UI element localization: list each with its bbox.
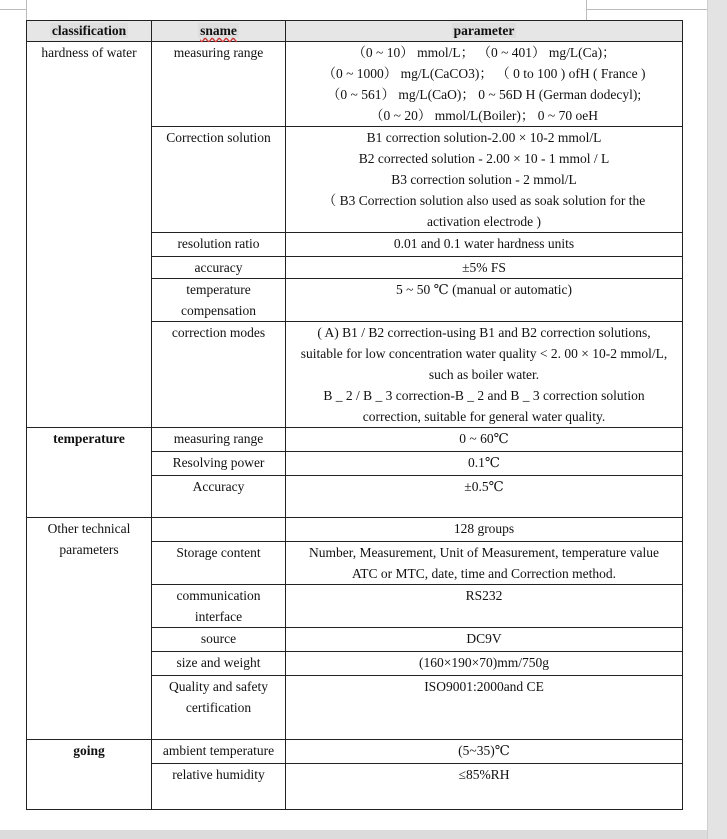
group-going: going (27, 740, 152, 810)
margin-guide-right (586, 0, 587, 20)
row-label: temperature compensation (152, 279, 286, 322)
row-label: measuring range (152, 42, 286, 127)
table-row (27, 740, 683, 764)
row-value: 0.1℃ (286, 452, 683, 476)
margin-guide-top-right (586, 9, 707, 10)
row-label: Quality and safety certification (152, 676, 286, 740)
row-value: (5~35)℃ (286, 740, 683, 764)
header-row (27, 21, 683, 42)
row-value: RS232 (286, 585, 683, 628)
row-label: Correction solution (152, 127, 286, 233)
header-parameter: parameter (286, 21, 683, 42)
row-value: ( A) B1 / B2 correction-using B1 and B2 correction solutions, suitable for low concentration water quality < 2. 00 × 10-2 mmol/L, such as boiler water. B _ 2 / B _ 3 correction-B _ 2 and B _ 3 correction solution correction, suitable for general water quality. (286, 322, 683, 428)
table-row (27, 518, 683, 542)
row-label: Storage content (152, 542, 286, 585)
group-temperature: temperature (27, 428, 152, 518)
row-label: communication interface (152, 585, 286, 628)
table-row (27, 42, 683, 127)
row-label: measuring range (152, 428, 286, 452)
row-value: Number, Measurement, Unit of Measurement, temperature value ATC or MTC, date, time and Correction method. (286, 542, 683, 585)
row-value: 5 ~ 50 ℃ (manual or automatic) (286, 279, 683, 322)
margin-guide-top-left (0, 9, 26, 10)
row-value: B1 correction solution-2.00 × 10-2 mmol/L B2 corrected solution - 2.00 × 10 - 1 mmol / L B3 correction solution - 2 mmol/L （ B3 Correction solution also used as soak solution for the activation electrode ) (286, 127, 683, 233)
row-label (152, 518, 286, 542)
row-label: size and weight (152, 652, 286, 676)
window-scrollbar-area[interactable] (707, 0, 727, 839)
row-value: ±0.5℃ (286, 476, 683, 518)
row-label: ambient temperature (152, 740, 286, 764)
row-label: resolution ratio (152, 233, 286, 257)
row-value: 0 ~ 60℃ (286, 428, 683, 452)
row-value: DC9V (286, 628, 683, 652)
group-hardness-of-water: hardness of water (27, 42, 152, 428)
row-value: 128 groups (286, 518, 683, 542)
row-value: ISO9001:2000and CE (286, 676, 683, 740)
spec-table (26, 20, 683, 810)
row-value: ±5% FS (286, 257, 683, 279)
row-value: 0.01 and 0.1 water hardness units (286, 233, 683, 257)
table-row (27, 428, 683, 452)
row-value: ≤85%RH (286, 764, 683, 810)
row-value: (160×190×70)mm/750g (286, 652, 683, 676)
row-label: correction modes (152, 322, 286, 428)
row-value: （0 ~ 10） mmol/L； （0 ~ 401） mg/L(Ca)； （0 ~ 1000） mg/L(CaCO3)； （ 0 to 100 ) ofH ( France ) （0 ~ 561） mg/L(CaO)； 0 ~ 56D H (German dodecyl); （0 ~ 20） mmol/L(Boiler)； 0 ~ 70 oeH (286, 42, 683, 127)
row-label: Accuracy (152, 476, 286, 518)
header-sname: sname (152, 21, 286, 42)
window-bottom-edge (0, 830, 707, 839)
margin-guide-left (26, 0, 27, 20)
row-label: source (152, 628, 286, 652)
group-other-technical-parameters: Other technical parameters (27, 518, 152, 740)
row-label: relative humidity (152, 764, 286, 810)
row-label: accuracy (152, 257, 286, 279)
header-classification: classification (27, 21, 152, 42)
row-label: Resolving power (152, 452, 286, 476)
